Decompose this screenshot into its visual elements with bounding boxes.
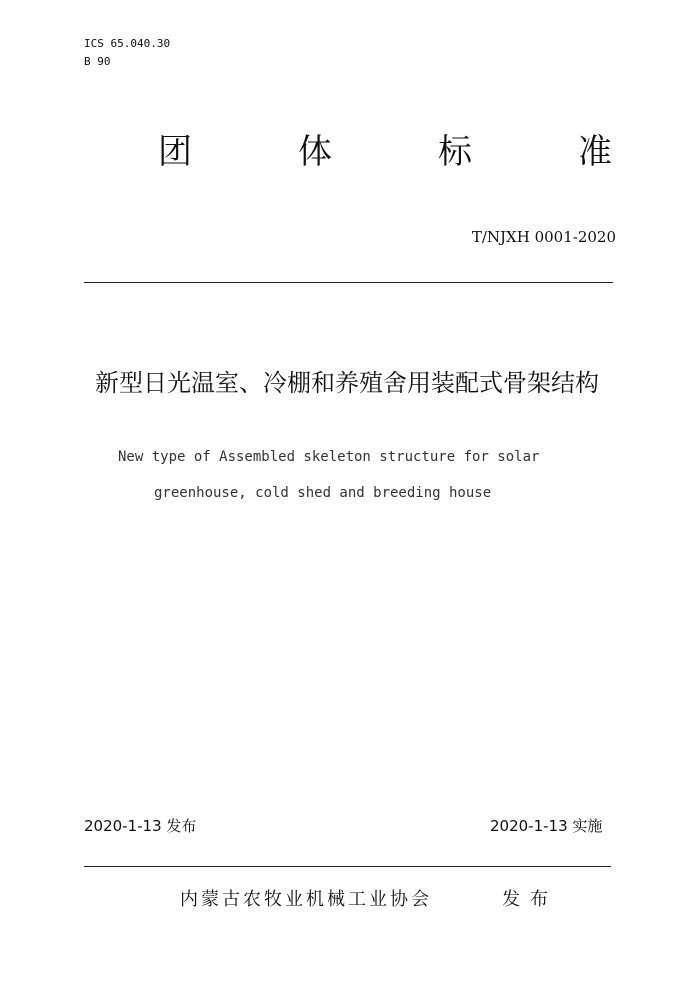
implementation-date: 2020-1-13 实施	[490, 817, 603, 835]
classification-code: B 90	[84, 55, 111, 68]
english-title-line-1: New type of Assembled skeleton structure for solar	[118, 449, 540, 465]
standard-type-heading	[150, 130, 620, 174]
chinese-title: 新型日光温室、冷棚和养殖舍用装配式骨架结构	[95, 369, 599, 397]
ics-code: ICS 65.040.30	[84, 37, 171, 50]
issue-date: 2020-1-13 发布	[84, 817, 197, 835]
top-divider	[84, 282, 613, 283]
standard-type-char: 标	[438, 132, 472, 172]
standard-type-char: 体	[298, 132, 332, 172]
standard-number: T/NJXH 0001-2020	[471, 228, 616, 246]
english-title-line-2: greenhouse, cold shed and breeding house	[154, 485, 492, 501]
standard-type-char: 准	[578, 132, 612, 172]
standard-type-char: 团	[158, 132, 192, 172]
bottom-divider	[84, 866, 611, 867]
publish-label: 发布	[502, 889, 558, 910]
publisher-name: 内蒙古农牧业机械工业协会	[180, 889, 432, 910]
